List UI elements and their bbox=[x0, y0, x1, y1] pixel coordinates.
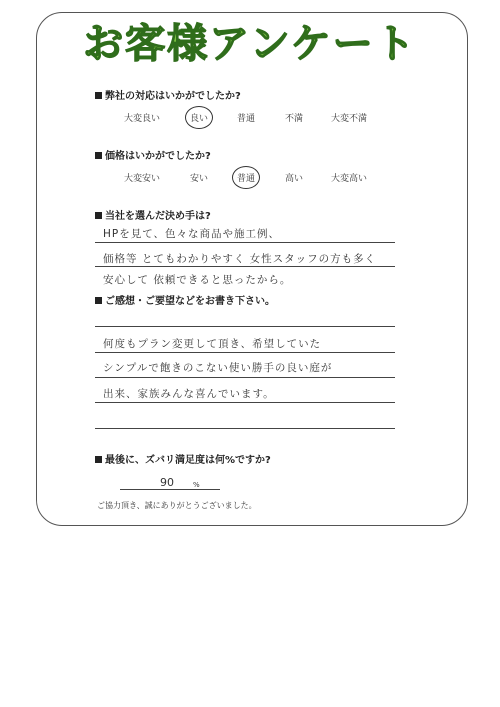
question-service bbox=[95, 87, 241, 102]
answer-rule bbox=[95, 326, 395, 327]
price-option[interactable]: 大変安い bbox=[123, 174, 161, 184]
bullet-square-icon bbox=[95, 92, 102, 99]
price-options bbox=[0, 171, 500, 185]
service-option[interactable]: 大変良い bbox=[123, 114, 161, 124]
service-option[interactable]: 不満 bbox=[284, 114, 304, 124]
question-price-label: 価格はいかがでしたか? bbox=[105, 151, 211, 162]
question-comments-label: ご感想・ご要望などをお書き下さい。 bbox=[105, 296, 275, 307]
comments-answer-line: 何度もプラン変更して頂き、希望していた bbox=[103, 338, 322, 350]
bullet-square-icon bbox=[95, 297, 102, 304]
service-option-selected[interactable]: 良い bbox=[190, 111, 208, 124]
bullet-square-icon bbox=[95, 456, 102, 463]
service-option[interactable]: 普通 bbox=[236, 114, 256, 124]
question-reason bbox=[95, 207, 211, 222]
service-options bbox=[0, 111, 500, 125]
satisfaction-value: 90 bbox=[160, 476, 174, 489]
bullet-square-icon bbox=[95, 152, 102, 159]
satisfaction-unit: % bbox=[193, 481, 200, 489]
reason-answer-line: 安心して 依頼できると思ったから。 bbox=[103, 274, 292, 286]
question-satisfaction bbox=[95, 451, 271, 466]
comments-answer-line: 出来、家族みんな喜んでいます。 bbox=[103, 388, 275, 400]
question-comments bbox=[95, 292, 275, 307]
price-option[interactable]: 大変高い bbox=[330, 174, 368, 184]
question-satisfaction-label: 最後に、ズバリ満足度は何%ですか? bbox=[105, 455, 271, 466]
answer-rule bbox=[95, 242, 395, 243]
thank-you-note: ご協力頂き、誠にありがとうございました。 bbox=[97, 501, 257, 510]
comments-answer-line: シンプルで飽きのこない使い勝手の良い庭が bbox=[103, 362, 333, 374]
question-service-label: 弊社の対応はいかがでしたか? bbox=[105, 91, 241, 102]
answer-rule bbox=[95, 428, 395, 429]
bullet-square-icon bbox=[95, 212, 102, 219]
answer-rule bbox=[95, 402, 395, 403]
survey-title: お客様アンケート bbox=[83, 21, 417, 67]
question-reason-label: 当社を選んだ決め手は? bbox=[105, 211, 211, 222]
answer-rule bbox=[95, 352, 395, 353]
answer-rule bbox=[95, 266, 395, 267]
price-option[interactable]: 安い bbox=[189, 174, 209, 184]
service-option[interactable]: 大変不満 bbox=[330, 114, 368, 124]
satisfaction-rule bbox=[120, 489, 220, 490]
answer-rule bbox=[95, 377, 395, 378]
price-option[interactable]: 高い bbox=[284, 174, 304, 184]
reason-answer-line: HPを見て、色々な商品や施工例、 bbox=[103, 228, 281, 240]
price-option-selected[interactable]: 普通 bbox=[237, 171, 255, 184]
question-price bbox=[95, 147, 211, 162]
reason-answer-line: 価格等 とてもわかりやすく 女性スタッフの方も多く bbox=[103, 253, 377, 265]
